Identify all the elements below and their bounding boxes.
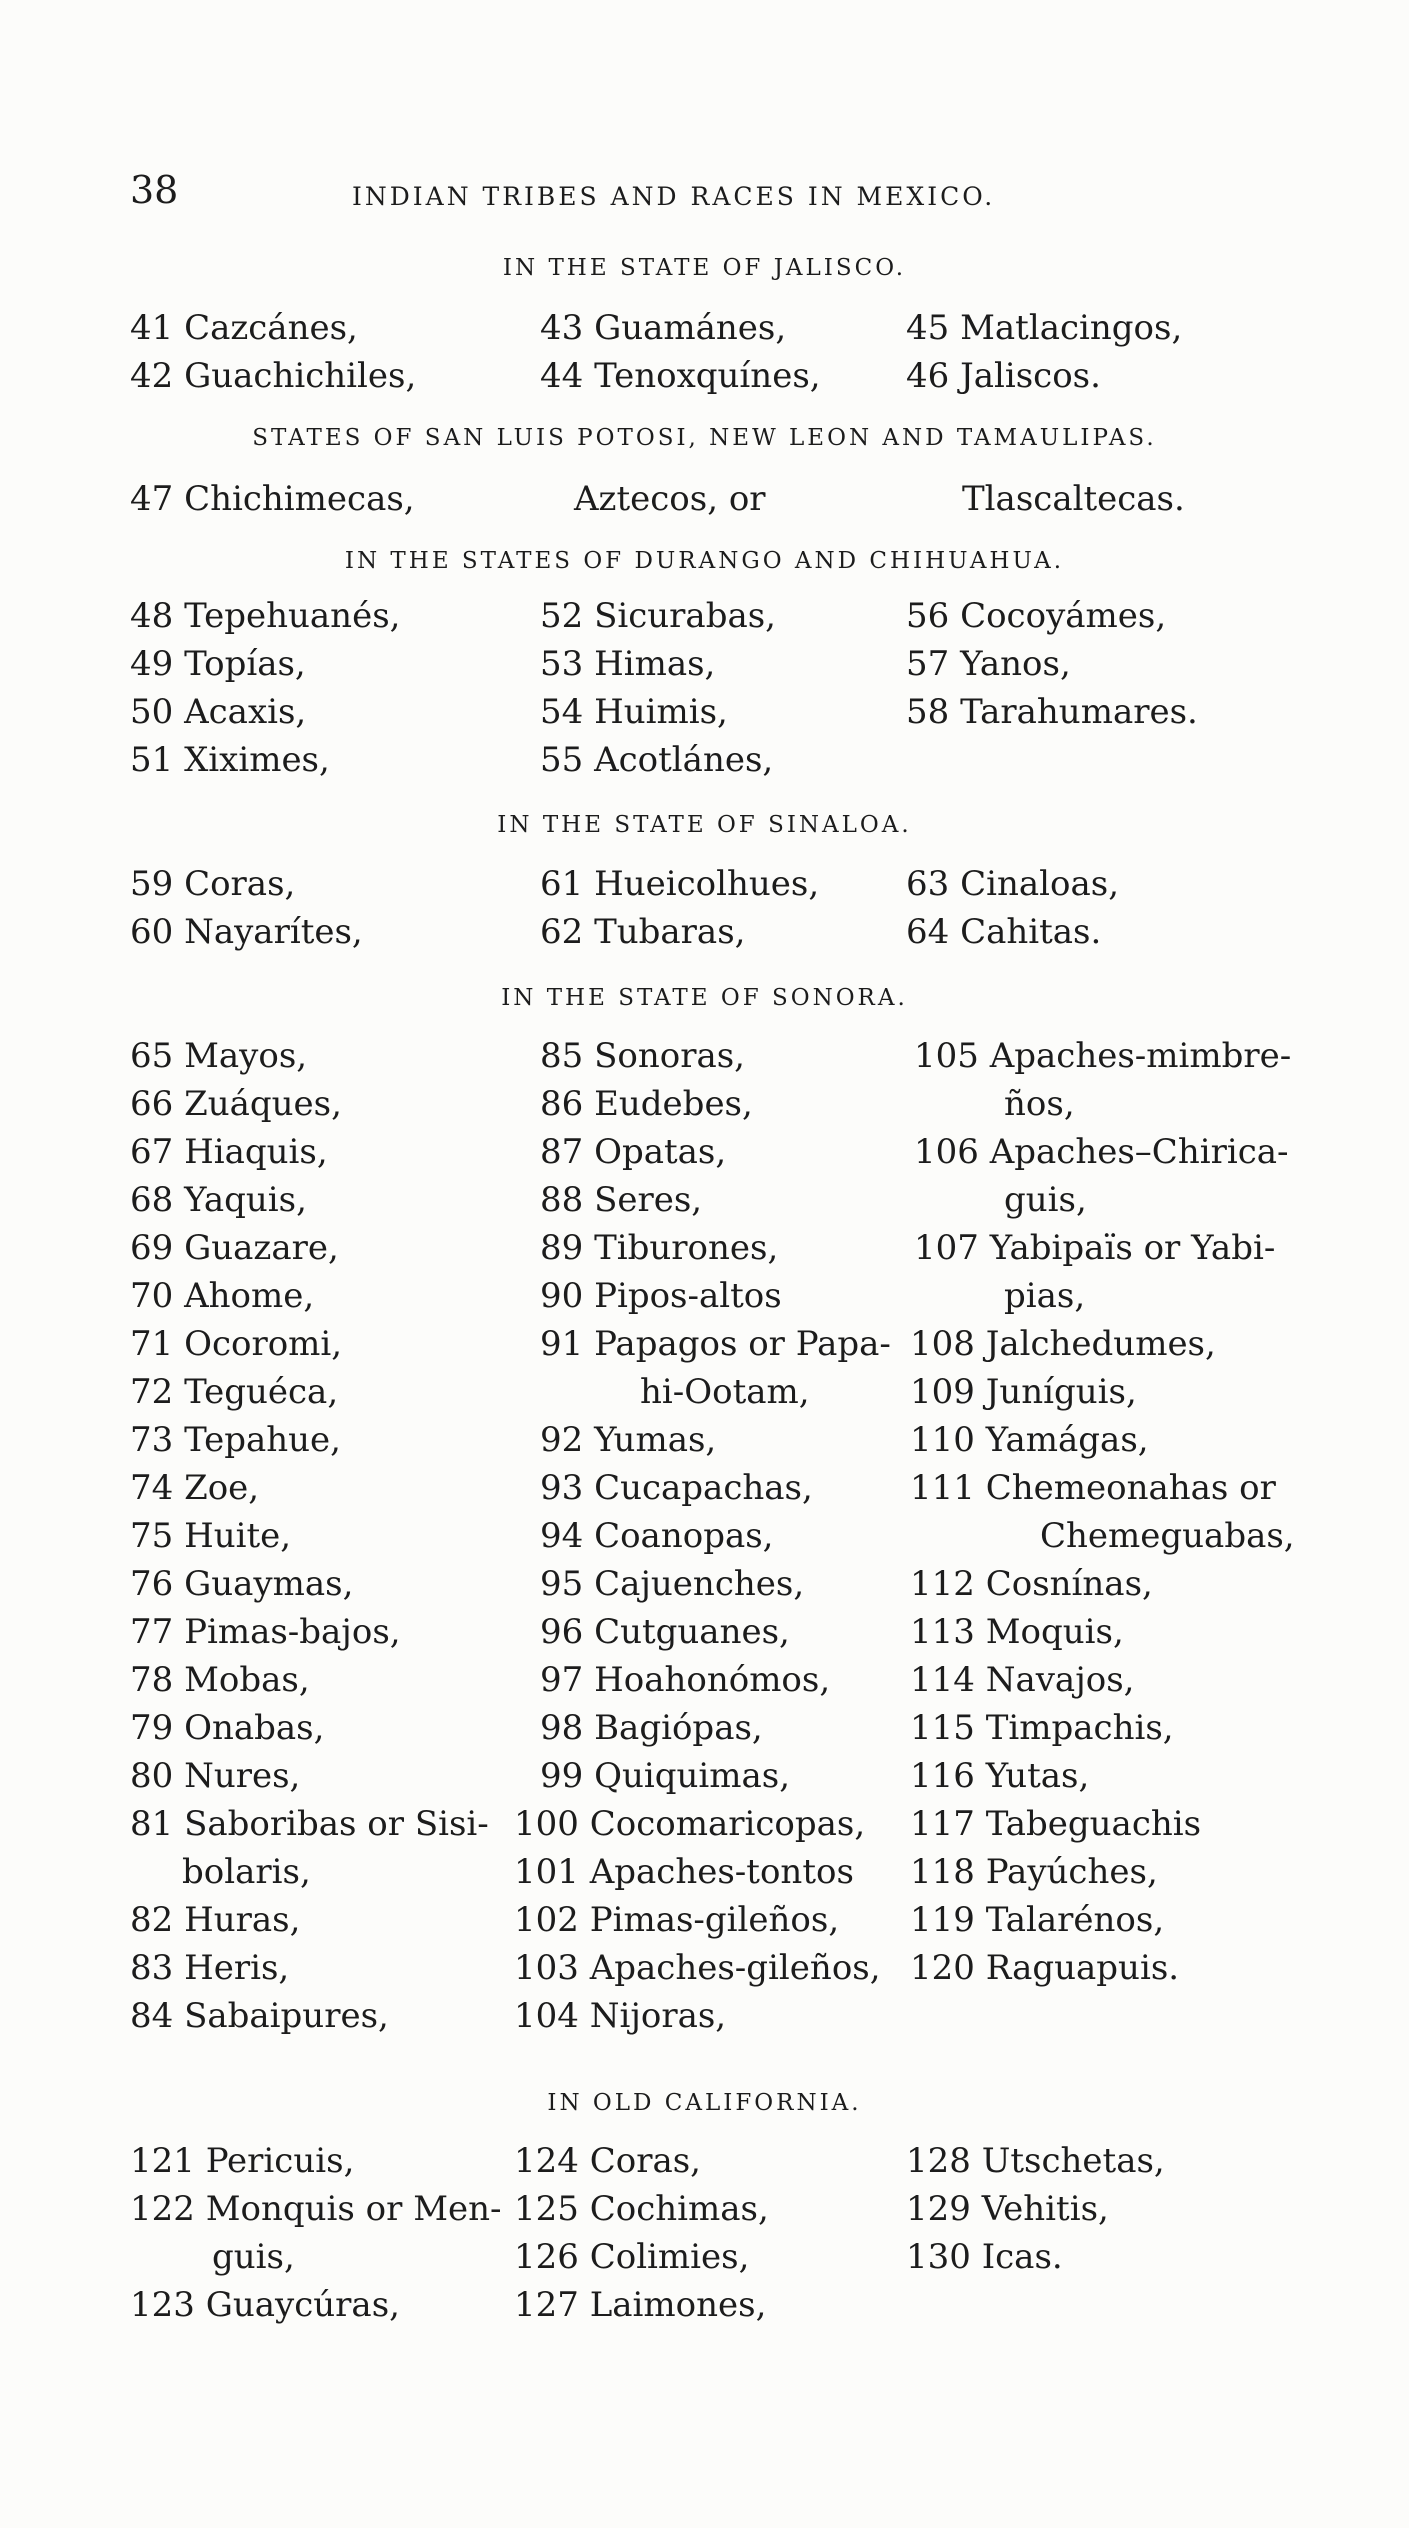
entry: 56 Cocoyámes,	[906, 596, 1167, 636]
section-heading-sinaloa: IN THE STATE OF SINALOA.	[497, 812, 912, 838]
entry: 78 Mobas,	[130, 1660, 310, 1700]
entry: 108 Jalchedumes,	[910, 1324, 1216, 1364]
page-number: 38	[130, 168, 179, 212]
entry: 41 Cazcánes,	[130, 308, 358, 348]
entry: 118 Payúches,	[910, 1852, 1158, 1892]
entry: 102 Pimas-gileños,	[514, 1900, 840, 1940]
entry: 114 Navajos,	[910, 1660, 1135, 1700]
entry: 55 Acotlánes,	[540, 740, 774, 780]
entry: 70 Ahome,	[130, 1276, 315, 1316]
entry: 62 Tubaras,	[540, 912, 746, 952]
entry: 89 Tiburones,	[540, 1228, 779, 1268]
entry: 101 Apaches-tontos	[514, 1852, 854, 1892]
entry: 74 Zoe,	[130, 1468, 260, 1508]
entry: 65 Mayos,	[130, 1036, 308, 1076]
running-head	[130, 168, 1280, 228]
entry: 110 Yamágas,	[910, 1420, 1149, 1460]
entry: 91 Papagos or Papa-	[540, 1324, 891, 1364]
entry: 82 Huras,	[130, 1900, 301, 1940]
entry: Tlascaltecas.	[962, 479, 1185, 519]
entry: 122 Monquis or Men-	[130, 2189, 502, 2229]
entry: 66 Zuáques,	[130, 1084, 342, 1124]
section-heading-sonora: IN THE STATE OF SONORA.	[501, 985, 908, 1011]
entry: 60 Nayarítes,	[130, 912, 363, 952]
entry: 73 Tepahue,	[130, 1420, 341, 1460]
entry-continuation: pias,	[1004, 1276, 1086, 1316]
entry: 46 Jaliscos.	[906, 356, 1101, 396]
entry: 45 Matlacingos,	[906, 308, 1183, 348]
entry: 68 Yaquis,	[130, 1180, 307, 1220]
entry: 43 Guamánes,	[540, 308, 787, 348]
entry: 53 Himas,	[540, 644, 716, 684]
entry: 98 Bagiópas,	[540, 1708, 763, 1748]
entry: 77 Pimas-bajos,	[130, 1612, 401, 1652]
entry: 61 Hueicolhues,	[540, 864, 820, 904]
entry: 84 Sabaipures,	[130, 1996, 389, 2036]
entry: 100 Cocomaricopas,	[514, 1804, 866, 1844]
entry: 67 Hiaquis,	[130, 1132, 328, 1172]
entry: 130 Icas.	[906, 2237, 1063, 2277]
entry: 57 Yanos,	[906, 644, 1071, 684]
entry: 117 Tabeguachis	[910, 1804, 1202, 1844]
entry: 85 Sonoras,	[540, 1036, 745, 1076]
entry: 126 Colimies,	[514, 2237, 750, 2277]
entry: 109 Juníguis,	[910, 1372, 1137, 1412]
entry: 99 Quiquimas,	[540, 1756, 791, 1796]
entry: 115 Timpachis,	[910, 1708, 1174, 1748]
entry: 52 Sicurabas,	[540, 596, 776, 636]
entry: 44 Tenoxquínes,	[540, 356, 821, 396]
entry: 59 Coras,	[130, 864, 296, 904]
entry: 51 Xiximes,	[130, 740, 330, 780]
entry: 106 Apaches–Chirica-	[914, 1132, 1289, 1172]
entry: 48 Tepehuanés,	[130, 596, 401, 636]
entry: 129 Vehitis,	[906, 2189, 1109, 2229]
entry: 95 Cajuenches,	[540, 1564, 805, 1604]
entry: 104 Nijoras,	[514, 1996, 727, 2036]
entry-continuation: guis,	[212, 2237, 295, 2277]
entry: 80 Nures,	[130, 1756, 301, 1796]
entry: 71 Ocoromi,	[130, 1324, 343, 1364]
entry: 113 Moquis,	[910, 1612, 1124, 1652]
section-heading-jalisco: IN THE STATE OF JALISCO.	[502, 255, 907, 281]
entry: 83 Heris,	[130, 1948, 290, 1988]
entry: 119 Talarénos,	[910, 1900, 1165, 1940]
entry: 54 Huimis,	[540, 692, 728, 732]
entry: 107 Yabipaïs or Yabi-	[914, 1228, 1276, 1268]
entry: 76 Guaymas,	[130, 1564, 354, 1604]
section-heading-san-luis-potosi: STATES OF SAN LUIS POTOSI, NEW LEON AND TAMAULIPAS.	[252, 425, 1157, 451]
entry: 120 Raguapuis.	[910, 1948, 1180, 1988]
entry: 64 Cahitas.	[906, 912, 1102, 952]
entry: 79 Onabas,	[130, 1708, 325, 1748]
entry: 72 Teguéca,	[130, 1372, 339, 1412]
entry-continuation: bolaris,	[182, 1852, 311, 1892]
section-heading-old-california: IN OLD CALIFORNIA.	[547, 2090, 862, 2116]
entry: 93 Cucapachas,	[540, 1468, 813, 1508]
entry: 127 Laimones,	[514, 2285, 767, 2325]
entry: 105 Apaches-mimbre-	[914, 1036, 1292, 1076]
entry: 86 Eudebes,	[540, 1084, 753, 1124]
entry: 81 Saboribas or Sisi-	[130, 1804, 489, 1844]
entry: 69 Guazare,	[130, 1228, 339, 1268]
entry: 75 Huite,	[130, 1516, 292, 1556]
running-title: INDIAN TRIBES AND RACES IN MEXICO.	[352, 182, 996, 211]
entry: Aztecos, or	[574, 479, 766, 519]
entry: 112 Cosnínas,	[910, 1564, 1153, 1604]
entry-continuation: Chemeguabas,	[1040, 1516, 1295, 1556]
entry: 50 Acaxis,	[130, 692, 307, 732]
entry: 47 Chichimecas,	[130, 479, 415, 519]
entry: 63 Cinaloas,	[906, 864, 1119, 904]
entry: 87 Opatas,	[540, 1132, 727, 1172]
entry: 111 Chemeonahas or	[910, 1468, 1276, 1508]
entry: 123 Guaycúras,	[130, 2285, 400, 2325]
entry: 97 Hoahonómos,	[540, 1660, 831, 1700]
entry-continuation: hi-Ootam,	[640, 1372, 810, 1412]
entry: 94 Coanopas,	[540, 1516, 774, 1556]
entry: 92 Yumas,	[540, 1420, 717, 1460]
entry: 49 Topías,	[130, 644, 306, 684]
entry: 96 Cutguanes,	[540, 1612, 790, 1652]
entry: 103 Apaches-gileños,	[514, 1948, 881, 1988]
entry-continuation: guis,	[1004, 1180, 1087, 1220]
entry: 116 Yutas,	[910, 1756, 1090, 1796]
section-heading-durango-chihuahua: IN THE STATES OF DURANGO AND CHIHUAHUA.	[344, 548, 1065, 574]
entry: 124 Coras,	[514, 2141, 701, 2181]
entry: 128 Utschetas,	[906, 2141, 1165, 2181]
entry-continuation: ños,	[1004, 1084, 1075, 1124]
entry: 42 Guachichiles,	[130, 356, 417, 396]
entry: 121 Pericuis,	[130, 2141, 355, 2181]
entry: 88 Seres,	[540, 1180, 703, 1220]
entry: 90 Pipos-altos	[540, 1276, 782, 1316]
entry: 58 Tarahumares.	[906, 692, 1198, 732]
entry: 125 Cochimas,	[514, 2189, 769, 2229]
